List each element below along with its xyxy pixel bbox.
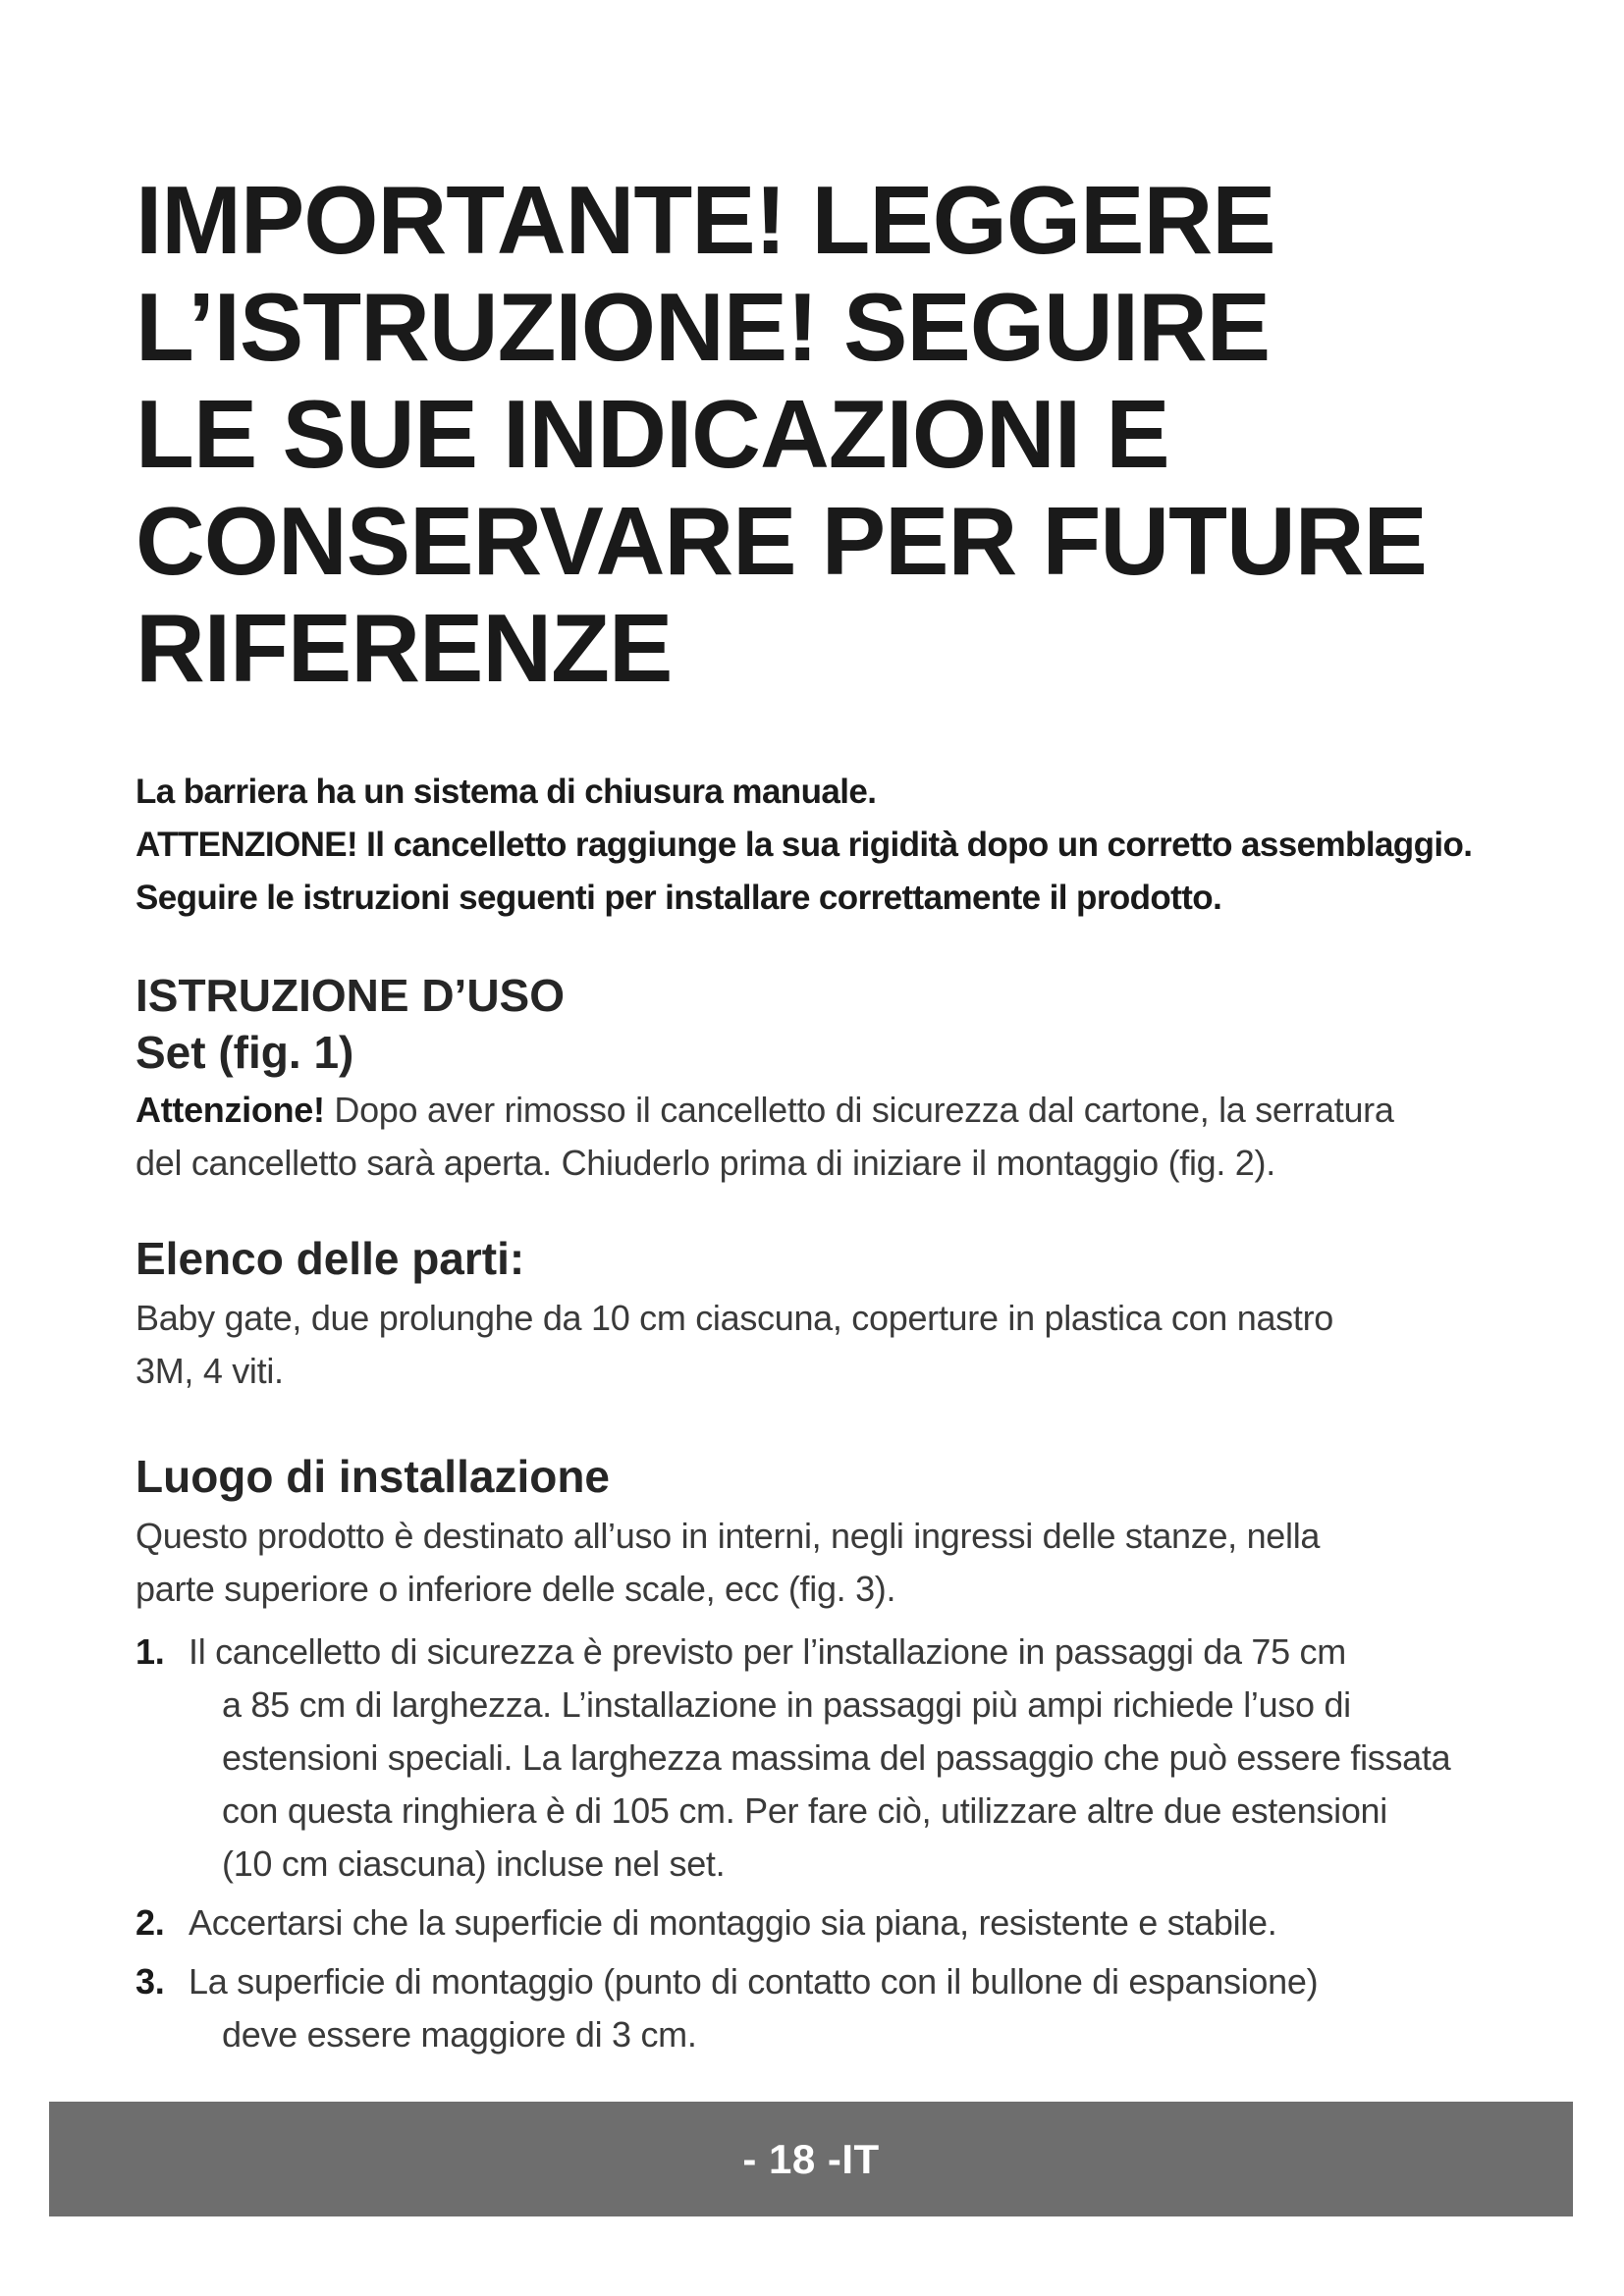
title-line: LE SUE INDICAZIONI E xyxy=(135,380,1169,488)
page-number: - 18 -IT xyxy=(742,2135,880,2182)
warning-line xyxy=(135,1084,1569,1137)
title-line: IMPORTANTE! LEGGERE xyxy=(135,166,1275,274)
list-line: con questa ringhiera è di 105 cm. Per fare ciò, utilizzare altre due estensioni xyxy=(222,1790,1387,1831)
intro-line: ATTENZIONE! Il cancelletto raggiunge la sua rigidità dopo un corretto assemblaggio. xyxy=(135,826,1473,864)
parts-line: Baby gate, due prolunghe da 10 cm ciascuna, coperture in plastica con nastro xyxy=(135,1298,1333,1338)
list-line: a 85 cm di larghezza. L’installazione in passaggi più ampi richiede l’uso di xyxy=(222,1684,1351,1725)
list-item xyxy=(135,1955,1589,2061)
intro-line: Seguire le istruzioni seguenti per installare correttamente il prodotto. xyxy=(135,879,1222,917)
warning-label: Attenzione! xyxy=(135,1090,325,1130)
page-title xyxy=(135,167,1530,702)
intro-notice xyxy=(135,766,1589,925)
warning-line: del cancelletto sarà aperta. Chiuderlo prima di iniziare il montaggio (fig. 2). xyxy=(135,1143,1275,1183)
list-line: estensioni speciali. La larghezza massima del passaggio che può essere fissata xyxy=(222,1737,1451,1778)
installation-list xyxy=(135,1626,1589,2067)
location-line: Questo prodotto è destinato all’uso in interni, negli ingressi delle stanze, nella xyxy=(135,1516,1321,1556)
title-line: CONSERVARE PER FUTURE xyxy=(135,487,1427,595)
list-item xyxy=(135,1626,1589,1891)
list-text xyxy=(189,1955,1589,2061)
list-number: 2. xyxy=(135,1902,165,1943)
list-item xyxy=(135,1896,1589,1949)
set-subheading: Set (fig. 1) xyxy=(135,1027,354,1078)
list-line: La superficie di montaggio (punto di contatto con il bullone di espansione) xyxy=(189,1961,1319,2002)
usage-heading: ISTRUZIONE D’USO xyxy=(135,970,566,1021)
intro-line: La barriera ha un sistema di chiusura manuale. xyxy=(135,773,877,811)
page-footer xyxy=(49,2102,1573,2216)
title-line: L’ISTRUZIONE! SEGUIRE xyxy=(135,273,1271,381)
list-number: 1. xyxy=(135,1631,165,1672)
warning-paragraph xyxy=(135,1084,1569,1190)
location-paragraph xyxy=(135,1510,1569,1616)
list-text xyxy=(189,1896,1589,1949)
title-line: RIFERENZE xyxy=(135,594,673,702)
parts-heading: Elenco delle parti: xyxy=(135,1233,525,1284)
list-number: 3. xyxy=(135,1961,165,2002)
list-text xyxy=(189,1626,1589,1891)
list-line: Il cancelletto di sicurezza è previsto per l’installazione in passaggi da 75 cm xyxy=(189,1631,1346,1672)
parts-paragraph xyxy=(135,1292,1569,1398)
location-line: parte superiore o inferiore delle scale, ecc (fig. 3). xyxy=(135,1569,896,1609)
warning-text: Dopo aver rimosso il cancelletto di sicurezza dal cartone, la serratura xyxy=(324,1090,1394,1130)
list-line: deve essere maggiore di 3 cm. xyxy=(222,2014,697,2055)
parts-line: 3M, 4 viti. xyxy=(135,1351,284,1391)
list-line: (10 cm ciascuna) incluse nel set. xyxy=(222,1843,726,1884)
location-heading: Luogo di installazione xyxy=(135,1451,610,1502)
list-line: Accertarsi che la superficie di montaggio sia piana, resistente e stabile. xyxy=(189,1902,1277,1943)
